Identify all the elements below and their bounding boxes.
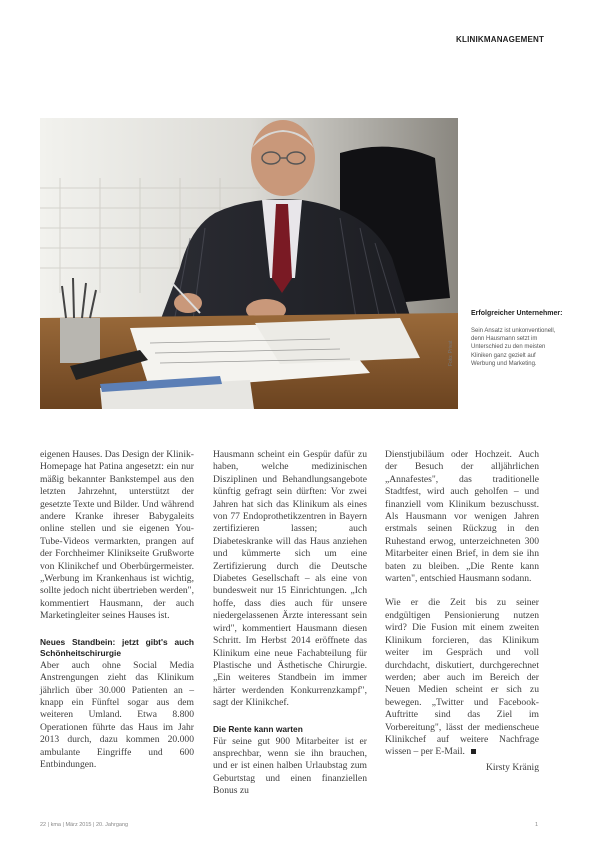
caption-text: Sein Ansatz ist unkonventionell, denn Hausmann setzt im Unterschied zu den meisten Kliniken ganz gezielt auf Werbung und Marketing. [471,328,556,367]
paragraph: Hausmann scheint ein Gespür dafür zu haben, welche medizinischen Disziplinen und Behandlungsangebote künftig gefragt sein dürften: Vor zwei Jahren hat sich das Klinikum als eines von 77 Endoprothetikzentren in Bayern zertifizieren lassen; auch Diabeteskranke will das Haus anziehen und kümmerte sich um eine Zertifizierung durch die Deutsche Diabetes Gesellschaft – als eine von bundesweit nur 15 Einrichtungen. „Ich hoffe, dass dies auch für unsere niedergelassenen Ärzte interessant sein wird", kommentiert Hausmann diesen Schritt. Im Herbst 2014 eröffnete das Klinikum eine neue Fachabteilung für Plastische und Ästhetische Chirurgie. „Ein weiteres Standbein im immer härter werdenden Konkurrenzkampf", sagt der Klinikchef. [213,449,367,709]
text-column-2 [213,449,367,798]
subheading: Neues Standbein: jetzt gibt's auch Schönheitschirurgie [40,636,194,658]
paragraph: Für seine gut 900 Mitarbeiter ist er ansprechbar, wenn sie ihn brauchen, und er ist einen halben Urlaubstag zum Geburtstag und einen finanziellen Bonus zu [213,735,367,797]
caption-title: Erfolgreicher Unternehmer: [471,310,563,317]
doctor-at-desk-photo [40,118,458,409]
text-column-1 [40,449,194,771]
paragraph-gap [385,585,539,597]
author-name: Kirsty Kränig [485,761,539,773]
end-mark-icon [471,749,476,754]
section-label: KLINIKMANAGEMENT [456,35,545,44]
photo-illustration [40,118,458,409]
text-column-3 [385,449,539,774]
page-footer: 22 | kma | März 2015 | 20. Jahrgang [40,822,129,828]
page-number: 1 [535,822,539,828]
subheading: Die Rente kann warten [213,723,303,734]
paragraph [385,597,539,758]
photo-credit: Foto: Privat [448,340,454,366]
paragraph: eigenen Hauses. Das Design der Klinik-Homepage hat Patina angesetzt: ein nur mäßig bekannter Bankstempel aus den letzten Jahrzehnt, unterstützt der gesetzte Texte und Bilder. Und während andere Kranke ihreser Babygaleits online stellen und sie eigenen You-Tube-Videos vermarkten, prangen auf der Forchheimer Klinikseite Grußworte von Klinikchef und Oberbürgermeister. „Werbung im Krankenhaus ist wichtig, sollte jedoch nicht übertrieben werden", kommentiert Hausmann, der auch Marketingleiter seines Hauses ist. [40,449,194,622]
paragraph: Dienstjubiläum oder Hochzeit. Auch der Besuch der alljährlichen „Annafestes", das traditionelle Stadtfest, wird auch geholfen – und finanziell vom Klinikum bezuschusst. Als Hausmann vor wenigen Jahren erstmals seinen Rückzug in den Ruhestand erwog, unterzeichneten 300 Mitarbeiter einen Brief, in dem sie ihn baten zu bleiben. „Die Rente kann warten", entschied Hausmann sodann. [385,449,539,585]
paragraph-text: Wie er die Zeit bis zu seiner endgültigen Pensionierung nutzen wird? Die Fusion mit einem zweiten Klinikum forcieren, das Klinikum weiter im Gespräch und voll durchdacht, diskutiert, durchgerechnet werden; aber auch im Bereich der Neuen Medien scheint er sich zu bewegen. „Twitter und Facebook-Auftritte sind das Ziel im Vorbereitung", lässt der medienscheue Klinikchef auf weitere Nachfrage wissen – per E-Mail. [385,597,539,758]
paragraph: Aber auch ohne Social Media Anstrengungen zieht das Klinikum jährlich über 30.000 Patienten an – knapp ein Fünftel sogar aus dem weiteren Umland. Etwa 8.800 Operationen führte das Haus im Jahr 2013 durch, dazu kommen 20.000 ambulante Eingriffe und 600 Entbindungen. [40,659,194,770]
